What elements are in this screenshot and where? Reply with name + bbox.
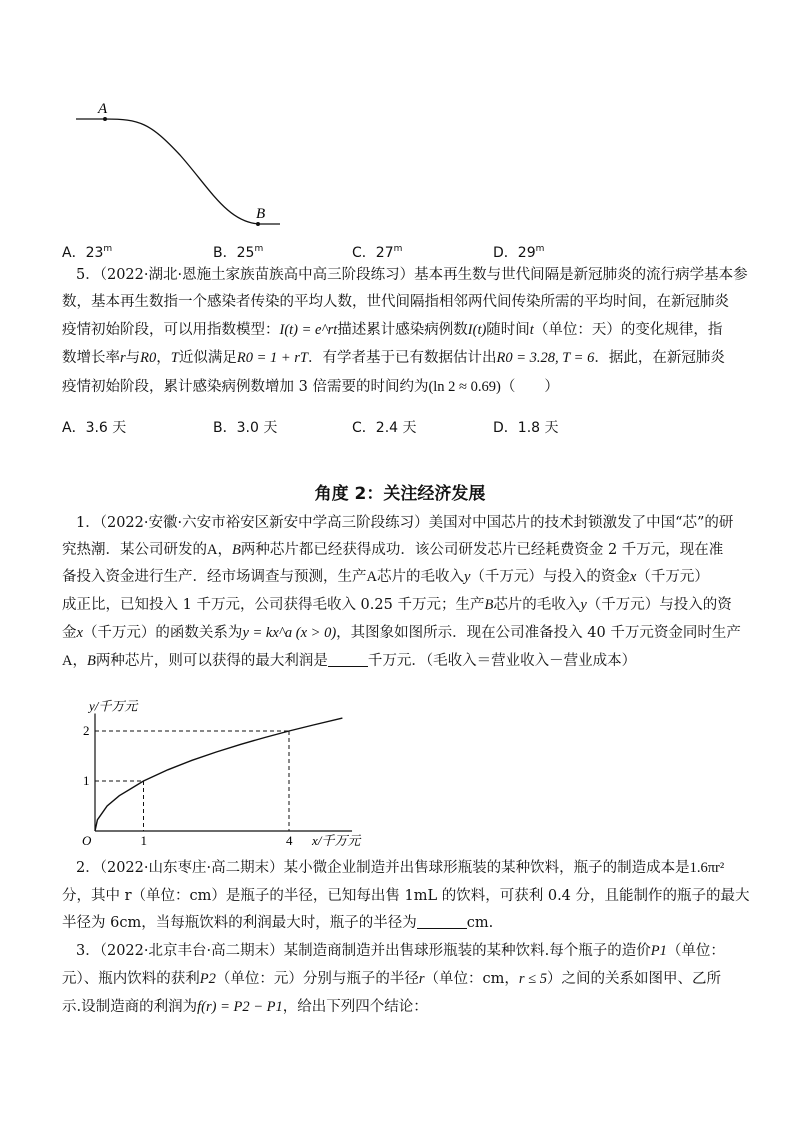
formula-cost: 1.6πr² [689,860,725,876]
q5-line-1: 5．（2022·湖北·恩施土家族苗族高中高三阶段练习）基本再生数与世代间隔是新冠肺炎的流行病学基本参 [76,267,748,283]
y-tick-label: 1 [83,773,90,788]
y-tick-label: 2 [83,723,90,738]
point-a [103,117,107,121]
q4-option-c: C．27$^m$ [352,244,403,261]
point-b [256,222,260,226]
e1-line-6: A，B两种芯片，则可以获得的最大利润是 千万元．（毛收入＝营业收入－营业成本） [62,653,637,669]
q5-option-d: D．1.8 天 [493,420,559,436]
x-tick-label: 4 [286,833,293,848]
formula-function: y = kx^a (x > 0) [242,625,337,641]
e3-line-2: 元）、瓶内饮料的获利P2（单位：元）分别与瓶子的半径r（单位：cm，r ≤ 5）之间的关系如图甲、乙所 [62,971,721,987]
answer-blank [417,914,467,929]
e1-line-2: 究热潮．某公司研发的A，B两种芯片都已经获得成功．该公司研发芯片已经耗费资金 2 千万元，现在准 [62,542,724,558]
curve-figure [70,95,290,235]
question-source: （2022·安徽·六安市裕安区新安中学高三阶段练习） [99,515,429,531]
formula-profit: f(r) = P2 − P1 [197,999,283,1015]
question-source: （2022·湖北·恩施土家族苗族高中高三阶段练习） [99,267,415,283]
e1-line-4: 成正比，已知投入 1 千万元，公司获得毛收入 0.25 千万元；生产B芯片的毛收入y（千万元）与投入的资 [62,597,732,613]
e2-line-3: 半径为 6cm，当每瓶饮料的利润最大时，瓶子的半径为 cm. [62,915,494,931]
series-line [95,718,342,831]
e1-line-3: 备投入资金进行生产．经市场调查与预测，生产A芯片的毛收入y（千万元）与投入的资金x（千万元） [62,569,709,585]
formula-ln: (ln 2 ≈ 0.69) [428,379,501,395]
formula-estimate: R0 = 3.28, T = 6 [496,350,595,366]
q5-line-3: 疫情初始阶段，可以用指数模型：I(t) = e^rt描述累计感染病例数I(t)随时间t（单位：天）的变化规律，指 [62,322,723,338]
e3-line-3: 示.设制造商的利润为f(r) = P2 − P1，给出下列四个结论： [62,999,428,1015]
x-tick-label: 1 [140,833,147,848]
e2-line-1: 2．（2022·山东枣庄·高二期末）某小微企业制造并出售球形瓶装的某种饮料，瓶子的制造成本是1.6πr² [76,860,725,876]
slope-curve [76,119,280,224]
q4-option-a: A．23$^m$ [62,244,113,261]
y-axis-label: y/千万元 [89,698,138,714]
question-number: 2． [76,860,100,876]
point-a-label: A [98,101,108,117]
q5-line-5: 疫情初始阶段，累计感染病例数增加 3 倍需要的时间约为(ln 2 ≈ 0.69)（ ） [62,379,559,395]
q5-line-4: 数增长率r与R0，T近似满足R0 = 1 + rT．有学者基于已有数据估计出R0 = 3.28, T = 6．据此，在新冠肺炎 [62,350,725,366]
q5-option-a: A．3.6 天 [62,420,127,436]
e3-line-1: 3．（2022·北京丰台·高二期末）某制造商制造并出售球形瓶装的某种饮料.每个瓶子的造价P1（单位： [76,943,725,959]
answer-blank [328,652,368,667]
formula-r0: R0 = 1 + rT [236,350,308,366]
e1-line-1: 1．（2022·安徽·六安市裕安区新安中学高三阶段练习）美国对中国芯片的技术封锁激发了中国“芯”的研 [76,515,734,531]
question-source: （2022·山东枣庄·高二期末） [99,860,284,876]
e2-line-2: 分，其中 r（单位：cm）是瓶子的半径，已知每出售 1mL 的饮料，可获利 0.4 分，且能制作的瓶子的最大 [62,888,750,904]
point-b-label: B [256,206,266,222]
q5-option-c: C．2.4 天 [352,420,417,436]
section-heading: 角度 2：关注经济发展 [314,484,486,504]
q4-option-d: D．29$^m$ [493,244,545,261]
origin-label: O [82,833,92,848]
question-number: 3． [76,943,100,959]
q5-option-b: B．3.0 天 [213,420,278,436]
q4-option-b: B．25$^m$ [213,244,264,261]
question-source: （2022·北京丰台·高二期末） [99,943,284,959]
q5-line-2: 数，基本再生数指一个感染者传染的平均人数，世代间隔指相邻两代间传染所需的平均时间，在新冠肺炎 [62,294,729,310]
formula-model: I(t) = e^rt [279,322,338,338]
question-number: 1． [76,515,100,531]
e1-line-5: 金x（千万元）的函数关系为y = kx^a (x > 0)，其图象如图所示．现在公司准备投入 40 千万元资金同时生产 [62,625,741,641]
question-number: 5． [76,267,100,283]
x-axis-label: x/千万元 [312,833,361,848]
function-chart [60,675,380,850]
